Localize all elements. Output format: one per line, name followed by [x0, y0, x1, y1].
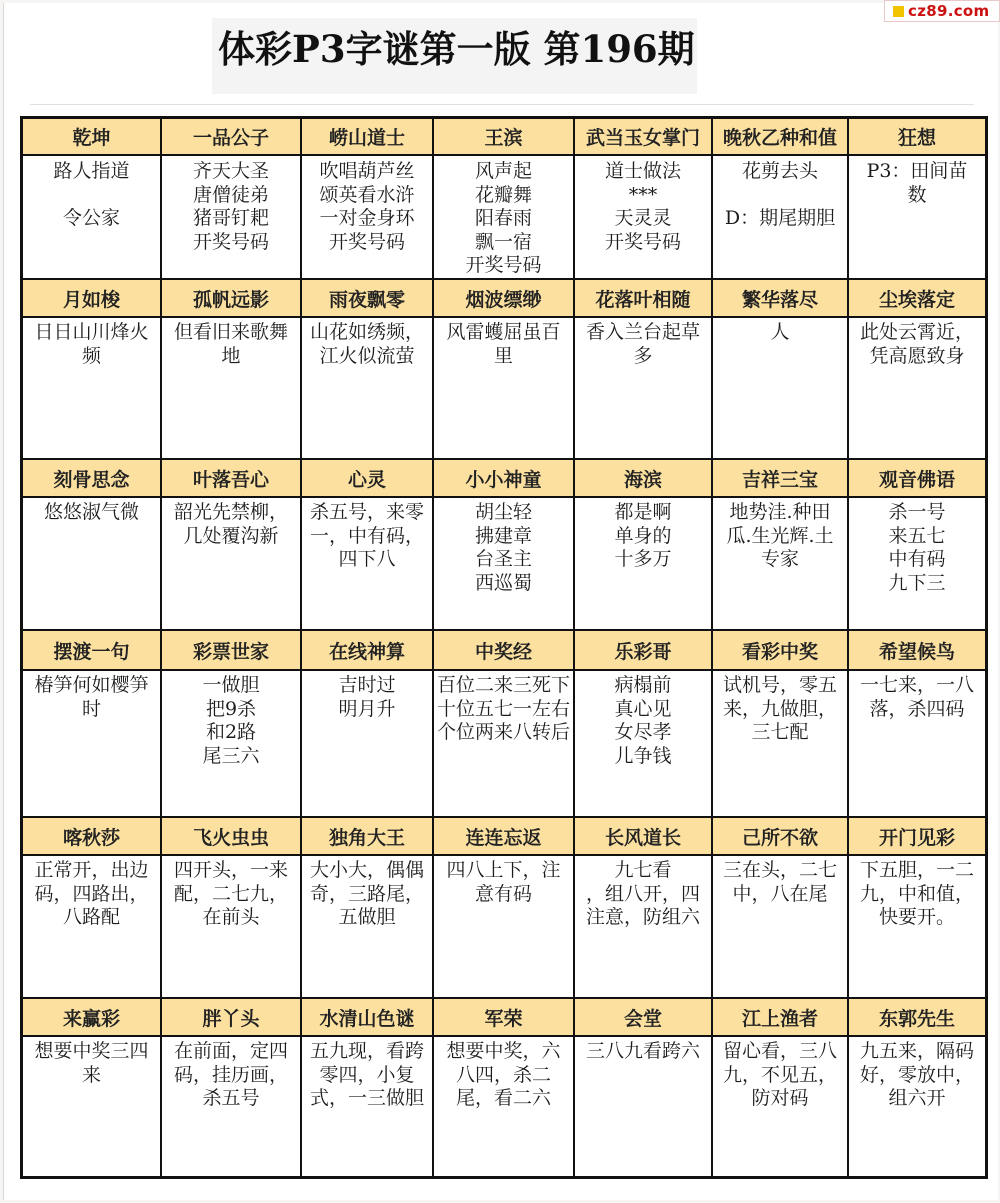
table-header-cell: 心灵 [302, 460, 434, 498]
table-content-cell: 正常开，出边 码，四路出， 八路配 [23, 856, 162, 999]
table-content-cell: 一做胆 把9杀 和2路 尾三六 [162, 671, 302, 818]
table-header-cell: 希望候鸟 [849, 631, 985, 671]
table-content-cell: 试机号，零五 来，九做胆， 三七配 [713, 671, 849, 818]
table-header-cell: 己所不欲 [713, 818, 849, 856]
table-content-cell: 路人指道 令公家 [23, 156, 162, 280]
table-content-cell: 三八九看跨六 [575, 1037, 713, 1176]
page-title: 体彩P3字谜第一版 第196期 [218, 27, 695, 71]
table-header-cell: 武当玉女掌门 [575, 119, 713, 156]
table-header-cell: 独角大王 [302, 818, 434, 856]
table-header-cell: 乐彩哥 [575, 631, 713, 671]
table-content-cell: 百位二来三死下 十位五七一左右 个位两来八转后 [434, 671, 575, 818]
table-content-cell: P3：田间苗 数 [849, 156, 985, 280]
watermark-text: cz89.com [908, 2, 990, 20]
puzzle-table [20, 116, 988, 1179]
table-header-cell: 江上渔者 [713, 999, 849, 1037]
table-header-cell: 月如梭 [23, 280, 162, 318]
table-header-cell: 东郭先生 [849, 999, 985, 1037]
title-banner-blank [37, 18, 212, 94]
table-header-cell: 长风道长 [575, 818, 713, 856]
table-content-cell: 悠悠淑气微 [23, 498, 162, 631]
table-content-cell: 五九现，看跨 零四，小复 式，一三做胆 [302, 1037, 434, 1176]
table-header-cell: 孤帆远影 [162, 280, 302, 318]
table-header-cell: 飞火虫虫 [162, 818, 302, 856]
table-content-cell: 都是啊 单身的 十多万 [575, 498, 713, 631]
table-content-cell: 四八上下，注 意有码 [434, 856, 575, 999]
table-header-cell: 花落叶相随 [575, 280, 713, 318]
table-content-cell: 杀一号 来五七 中有码 九下三 [849, 498, 985, 631]
table-header-cell: 刻骨思念 [23, 460, 162, 498]
title-divider [30, 104, 974, 105]
table-content-cell: 一七来，一八 落，杀四码 [849, 671, 985, 818]
table-header-cell: 一品公子 [162, 119, 302, 156]
table-content-cell: 吹唱葫芦丝 颂英看水浒 一对金身环 开奖号码 [302, 156, 434, 280]
table-content-cell: 日日山川烽火 频 [23, 318, 162, 460]
table-header-cell: 叶落吾心 [162, 460, 302, 498]
table-header-cell: 在线神算 [302, 631, 434, 671]
table-content-cell: 齐天大圣 唐僧徒弟 猪哥钉耙 开奖号码 [162, 156, 302, 280]
table-header-cell: 乾坤 [23, 119, 162, 156]
table-content-cell: 想要中奖，六 八四，杀二 尾，看二六 [434, 1037, 575, 1176]
table-content-cell: 大小大，偶偶 奇，三路尾， 五做胆 [302, 856, 434, 999]
table-header-cell: 崂山道士 [302, 119, 434, 156]
site-watermark [884, 0, 1000, 22]
table-header-cell: 晚秋乙种和值 [713, 119, 849, 156]
table-header-cell: 狂想 [849, 119, 985, 156]
table-content-cell: 留心看，三八 九，不见五， 防对码 [713, 1037, 849, 1176]
table-content-cell: 九七看 ，组八开，四 注意，防组六 [575, 856, 713, 999]
table-content-cell: 胡尘轻 拂建章 台圣主 西巡蜀 [434, 498, 575, 631]
table-content-cell: 吉时过 明月升 [302, 671, 434, 818]
table-header-cell: 小小神童 [434, 460, 575, 498]
table-content-cell: 山花如绣频， 江火似流萤 [302, 318, 434, 460]
table-header-cell: 海滨 [575, 460, 713, 498]
table-header-cell: 摆渡一句 [23, 631, 162, 671]
table-header-cell: 彩票世家 [162, 631, 302, 671]
table-content-cell: 花剪去头 D：期尾期胆 [713, 156, 849, 280]
table-header-cell: 喀秋莎 [23, 818, 162, 856]
table-content-cell: 在前面，定四 码，挂历画， 杀五号 [162, 1037, 302, 1176]
table-header-cell: 观音佛语 [849, 460, 985, 498]
table-header-cell: 尘埃落定 [849, 280, 985, 318]
table-content-cell: 下五胆，一二 九，中和值， 快要开。 [849, 856, 985, 999]
table-content-cell: 风声起 花瓣舞 阳春雨 飘一宿 开奖号码 [434, 156, 575, 280]
table-content-cell: 香入兰台起草 多 [575, 318, 713, 460]
watermark-square-icon [893, 6, 904, 17]
table-content-cell: 想要中奖三四 来 [23, 1037, 162, 1176]
table-content-cell: 病榻前 真心见 女尽孝 儿争钱 [575, 671, 713, 818]
table-content-cell: 道士做法 *** 天灵灵 开奖号码 [575, 156, 713, 280]
table-header-cell: 看彩中奖 [713, 631, 849, 671]
table-header-cell: 胖丫头 [162, 999, 302, 1037]
table-content-cell: 三在头，二七 中，八在尾 [713, 856, 849, 999]
table-content-cell: 九五来，隔码 好，零放中， 组六开 [859, 1040, 974, 1109]
table-header-cell: 烟波缥缈 [434, 280, 575, 318]
table-content-cell: 人 [713, 318, 849, 460]
table-header-cell: 会堂 [575, 999, 713, 1037]
table-header-cell: 来赢彩 [23, 999, 162, 1037]
table-header-cell: 开门见彩 [849, 818, 985, 856]
table-content-cell: 椿笋何如樱笋 时 [23, 671, 162, 818]
table-header-cell: 水清山色谜 [302, 999, 434, 1037]
table-content-cell: 地势洼.种田 瓜.生光辉.土 专家 [713, 498, 849, 631]
table-header-cell: 中奖经 [434, 631, 575, 671]
table-content-cell: 此处云霄近， 凭高愿致身 [849, 318, 985, 460]
table-content-cell: 但看旧来歌舞 地 [162, 318, 302, 460]
table-header-cell: 繁华落尽 [713, 280, 849, 318]
table-content-cell: 杀五号，来零 一，中有码， 四下八 [302, 498, 434, 631]
table-header-cell: 军荣 [434, 999, 575, 1037]
table-header-cell: 连连忘返 [434, 818, 575, 856]
table-content-cell: 四开头，一来 配，二七九， 在前头 [162, 856, 302, 999]
table-content-cell: 韶光先禁柳， 几处覆沟新 [162, 498, 302, 631]
table-content-cell: 风雷蠖屈虽百 里 [434, 318, 575, 460]
table-header-cell: 吉祥三宝 [713, 460, 849, 498]
table-header-cell: 雨夜飘零 [302, 280, 434, 318]
table-header-cell: 王滨 [434, 119, 575, 156]
